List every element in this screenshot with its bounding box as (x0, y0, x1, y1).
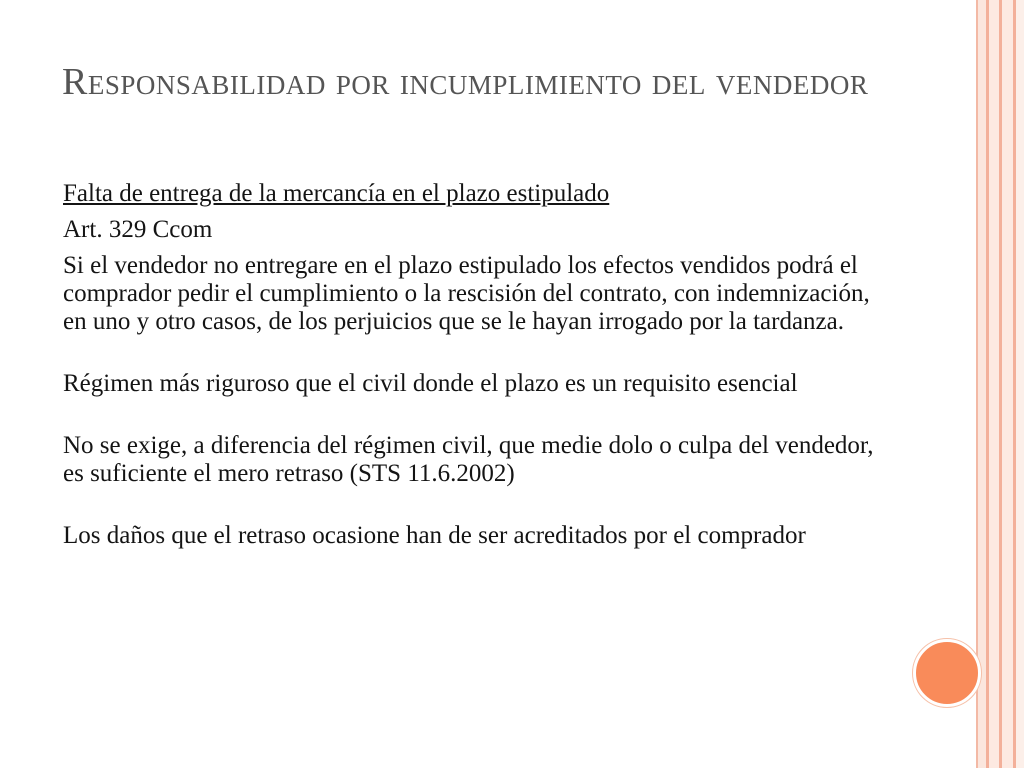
decorative-stripe (1016, 0, 1024, 768)
paragraph: Régimen más riguroso que el civil donde el plazo es un requisito esencial (63, 370, 798, 397)
decorative-stripe (1002, 0, 1013, 768)
paragraph: Los daños que el retraso ocasione han de ser acreditados por el comprador (63, 522, 806, 549)
paragraph: No se exige, a diferencia del régimen civil, que medie dolo o culpa del vendedor, es suficiente el mero retraso (STS 11.6.2002) (63, 432, 874, 487)
paragraph: Si el vendedor no entregare en el plazo estipulado los efectos vendidos podrá el comprador pedir el cumplimiento o la rescisión del contrato, con indemnización, en uno y otro casos, de los perjuicios que se le hayan irrogado por la tardanza. (63, 252, 870, 335)
slide-body (63, 180, 893, 550)
decorative-stripe (989, 0, 999, 768)
decorative-circle (913, 639, 981, 707)
decorative-stripe (978, 0, 986, 768)
article-reference: Art. 329 Ccom (63, 216, 213, 243)
subheading: Falta de entrega de la mercancía en el plazo estipulado (63, 180, 610, 207)
slide-title: Responsabilidad por incumplimiento del vendedor (62, 61, 869, 103)
